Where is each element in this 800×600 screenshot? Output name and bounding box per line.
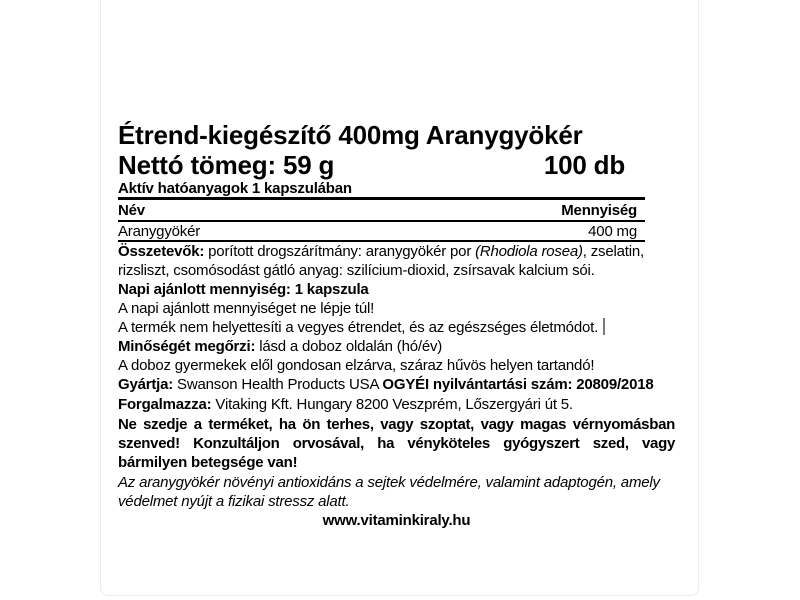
latin-name: (Rhodiola rosea) [475,243,583,260]
quality-line [118,337,675,356]
table-row [118,222,645,242]
active-ingredients-table [118,182,645,242]
ingredients-text-a: porított drogszárítmány: aranygyökér por [204,243,476,260]
ingredients-line-1 [118,242,675,261]
registration-number: OGYÉI nyilvántartási szám: 20809/2018 [382,376,654,393]
distributor-text: Vitaking Kft. Hungary 8200 Veszprém, Lőszergyári út 5. [211,396,573,413]
ingredient-quantity: 400 mg [588,223,637,240]
text-cursor [603,318,605,335]
description-line-1: Az aranygyökér növényi antioxidáns a sejtek védelmére, valamint adaptogén, amely [118,474,660,491]
warning-paragraph [118,415,675,472]
ingredients-text-b: , zselatin, [582,243,644,260]
label-content [118,120,675,530]
warning-line-2: szenved! Konzultáljon orvosával, ha vényköteles gyógyszert szed, vagy [118,435,675,452]
daily-dose: Napi ajánlott mennyiség: 1 kapszula [118,281,369,298]
table-header-row [118,200,645,222]
ingredients-line-2: rizsliszt, csomósodást gátló anyag: szilícium-dioxid, zsírsavak kalcium sói. [118,262,595,279]
product-title: Étrend-kiegészítő 400mg Aranygyökér [118,120,583,150]
net-weight-row [118,150,675,180]
description-line-2: védelmet nyújt a fizikai stressz alatt. [118,493,350,510]
not-substitute-text: A termék nem helyettesíti a vegyes étrendet, és az egészséges életmódot. [118,319,599,336]
manufacturer-line [118,375,675,394]
table-caption: Aktív hatóanyagok 1 kapszulában [118,182,645,200]
not-substitute-line [118,318,675,337]
warning-line-3: bármilyen betegsége van! [118,454,298,471]
manufacturer-label: Gyártja: [118,376,174,393]
column-header-quantity: Mennyiség [561,202,637,219]
description-paragraph [118,473,675,511]
distributor-label: Forgalmazza: [118,396,212,413]
quality-text: lásd a doboz oldalán (hó/év) [255,338,443,355]
quality-label: Minőségét megőrzi: [118,338,256,355]
distributor-line [118,395,675,414]
column-header-name: Név [118,202,145,219]
ingredient-name: Aranygyökér [118,223,201,240]
manufacturer-text: Swanson Health Products USA [173,376,383,393]
warning-line-1: Ne szedje a terméket, ha ön terhes, vagy szoptat, vagy magas vérnyomásban [118,416,675,433]
net-weight: Nettó tömeg: 59 g [118,150,335,180]
capsule-count: 100 db [543,150,625,180]
storage-line: A doboz gyermekek elől gondosan elzárva, száraz hűvös helyen tartandó! [118,357,595,374]
website-url: www.vitaminkiraly.hu [322,512,471,529]
ingredients-label: Összetevők: [118,243,205,260]
do-not-exceed: A napi ajánlott mennyiséget ne lépje túl! [118,300,375,317]
